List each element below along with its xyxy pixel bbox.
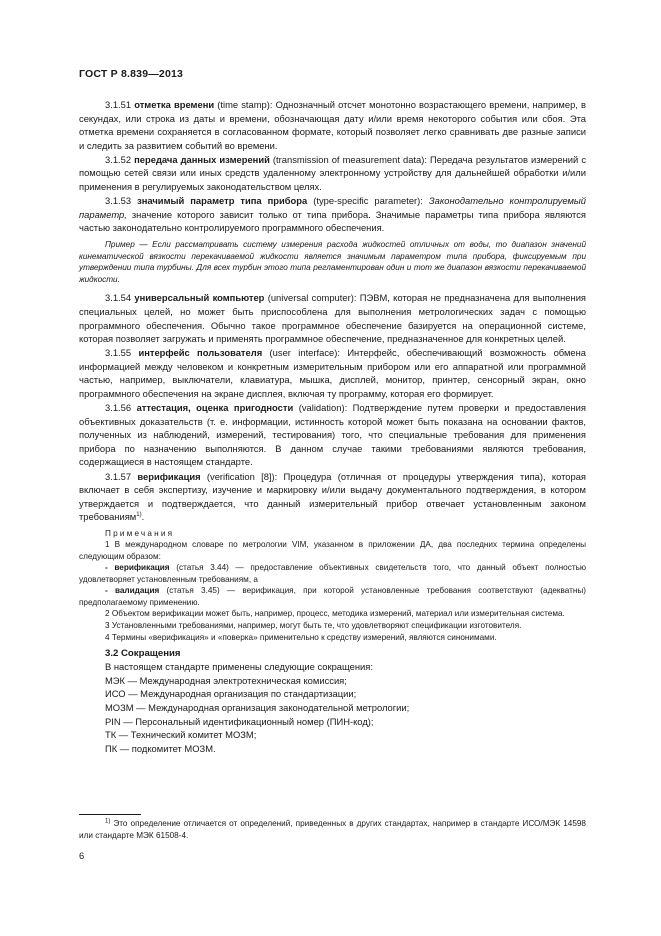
example-block <box>79 239 586 285</box>
term-definition-tail: . <box>141 511 145 523</box>
term-3-1-56 <box>79 401 586 469</box>
note-1b <box>79 585 586 608</box>
term-name: интерфейс пользователя <box>138 347 263 359</box>
term-3-1-53 <box>79 194 586 235</box>
abbreviation-item: ИСО — Международная организация по стандартизации; <box>105 688 357 700</box>
note-1: 1 В международном словаре по метрологии VIM, указанном в приложении ДА, два последних термина определены следующим образом: <box>79 539 586 561</box>
abbreviation-item: МЭК — Международная электротехническая комиссия; <box>105 674 347 686</box>
term-name: аттестация, оценка пригодности <box>136 402 294 414</box>
abbreviation-item: ПК — подкомитет МОЗМ. <box>105 742 216 754</box>
abbreviation-item: PIN — Персональный идентификационный номер (ПИН-код); <box>105 715 374 727</box>
term-3-1-52 <box>79 153 586 194</box>
term-number: 3.1.52 <box>105 153 132 165</box>
term-definition: (validation): Подтверждение путем проверки и предоставления объективных доказательств (т. е. информации, истинность которой может быть показана на основании фактов, полученных из наблюдений, измерений, тестирования) того, что специальные требования для применения прибора по назначению выполняются. В данном случае такими требованиями являются требования, содержащиеся в настоящем стандарте. <box>79 402 586 468</box>
note-3: 3 Установленными требованиями, например, могут быть те, что удовлетворяют спецификации изготовителя. <box>105 621 522 631</box>
term-3-1-57 <box>79 470 586 524</box>
footnote <box>79 818 586 841</box>
term-name: универсальный компьютер <box>134 292 265 304</box>
footnote-ref: 1) <box>136 512 142 519</box>
term-definition-italic: Законодательно контролируемый параметр, <box>79 195 587 220</box>
term-definition: (time stamp): Однозначный отсчет монотонно возрастающего времени, например, в секундах, или строка из даты и времени, обозначающая дату и/или время некоторого события или сбоя. Эта отметка времени сохраняется в согласованном формате, который позволяет легко сравнивать две разные записи и следить за развитием событий во времени. <box>79 99 587 151</box>
document-header: ГОСТ Р 8.839—2013 <box>79 68 184 80</box>
note-term: - валидация <box>105 586 160 596</box>
term-name: отметка времени <box>134 99 215 110</box>
example-text: Если рассматривать систему измерения расхода жидкостей отличных от воды, то диапазон значений кинематической вязкости перекачиваемой жидкости является значимым параметром типа прибора, фиксируемым при утверждении типа турбины. Для всех турбин этого типа регламентирован один и тот же диапазон вязкости перекачиваемой жидкости. <box>79 239 586 284</box>
term-definition: (verification [8]): Процедура (отличная от процедуры утверждения типа), которая включает в себя экспертизу, изучение и маркировку и/или выдачу документального подтверждения, в котором утверждается и подтверждается, что данный измерительный прибор отвечает установленным законом требованиям <box>79 470 586 523</box>
note-1a <box>79 562 586 585</box>
note-text: (статья 3.44) — предоставление объективных свидетельств того, что данный объект полностью удовлетворяет установленным требованиям, а <box>79 563 586 584</box>
footnote-text: Это определение отличается от определений, приведенных в других стандартах, например в стандарте ИСО/МЭК 14598 или стандарте МЭК 61508-4. <box>79 819 586 840</box>
term-definition: (universal computer): ПЭВМ, которая не предназначена для выполнения специальных целей, но может быть приспособлена для выполнения метрологических задач с помощью программного обеспечения. Обычно такое программное обеспечение базируется на операционной системе, которая позволяет загружать и применять программное обеспечение, предназначенное для конкретных целей. <box>79 292 587 345</box>
term-name: передача данных измерений <box>134 153 270 165</box>
section-intro: В настоящем стандарте применены следующие сокращения: <box>105 661 373 673</box>
page-number: 6 <box>79 850 85 861</box>
term-name: верификация <box>137 470 201 482</box>
term-number: 3.1.51 <box>105 99 132 110</box>
term-number: 3.1.55 <box>105 347 132 359</box>
term-3-1-51 <box>79 98 586 152</box>
note-text: (статья 3.45) — верификация, при которой установленные требования соответствуют (адекватны) предполагаемому применению. <box>79 586 587 607</box>
abbreviation-item: ТК — Технический комитет МОЗМ; <box>105 729 257 741</box>
term-number: 3.1.53 <box>105 195 132 207</box>
term-number: 3.1.56 <box>105 402 132 414</box>
footnote-divider <box>79 814 141 815</box>
note-2: 2 Объектом верификации может быть, например, процесс, методика измерений, материал или измерительная система. <box>105 609 565 619</box>
example-label: Пример — <box>105 239 153 249</box>
notes-title: Примечания <box>105 528 175 538</box>
term-3-1-54 <box>79 291 586 345</box>
section-title: 3.2 Сокращения <box>105 648 181 660</box>
term-number: 3.1.57 <box>105 470 132 482</box>
term-name: значимый параметр типа прибора <box>137 195 308 207</box>
note-4: 4 Термины «верификация» и «поверка» применительно к средству измерений, являются синонимами. <box>105 632 497 642</box>
term-definition: значение которого зависит только от типа прибора. Значимые параметры типа прибора являются частью законодательно контролируемого программного обеспечения. <box>79 208 586 234</box>
term-definition: (user interface): Интерфейс, обеспечивающий возможность обмена информацией между человеком и конкретным измерительным прибором или его аппаратной или программной частью, например, выключатели, клавиатура, мышка, дисплей, монитор, принтер, сенсорный экран, окно программного обеспечения на экране дисплея, включая ту программу, которая его формирует. <box>79 347 586 399</box>
term-definition: (type-specific parameter): <box>307 195 429 207</box>
term-3-1-55 <box>79 346 586 400</box>
footnote-mark: 1) <box>105 818 111 825</box>
term-number: 3.1.54 <box>105 292 132 304</box>
term-definition: (transmission of measurement data): Передача результатов измерений с помощью сетей связи или иных средств удаленному электронному устройству для дальнейшей обработки и/или применения в регулируемых законодательством целях. <box>79 153 587 193</box>
abbreviation-item: МОЗМ — Международная организация законодательной метрологии; <box>105 702 410 714</box>
document-body <box>79 98 586 755</box>
note-term: - верификация <box>105 563 170 573</box>
